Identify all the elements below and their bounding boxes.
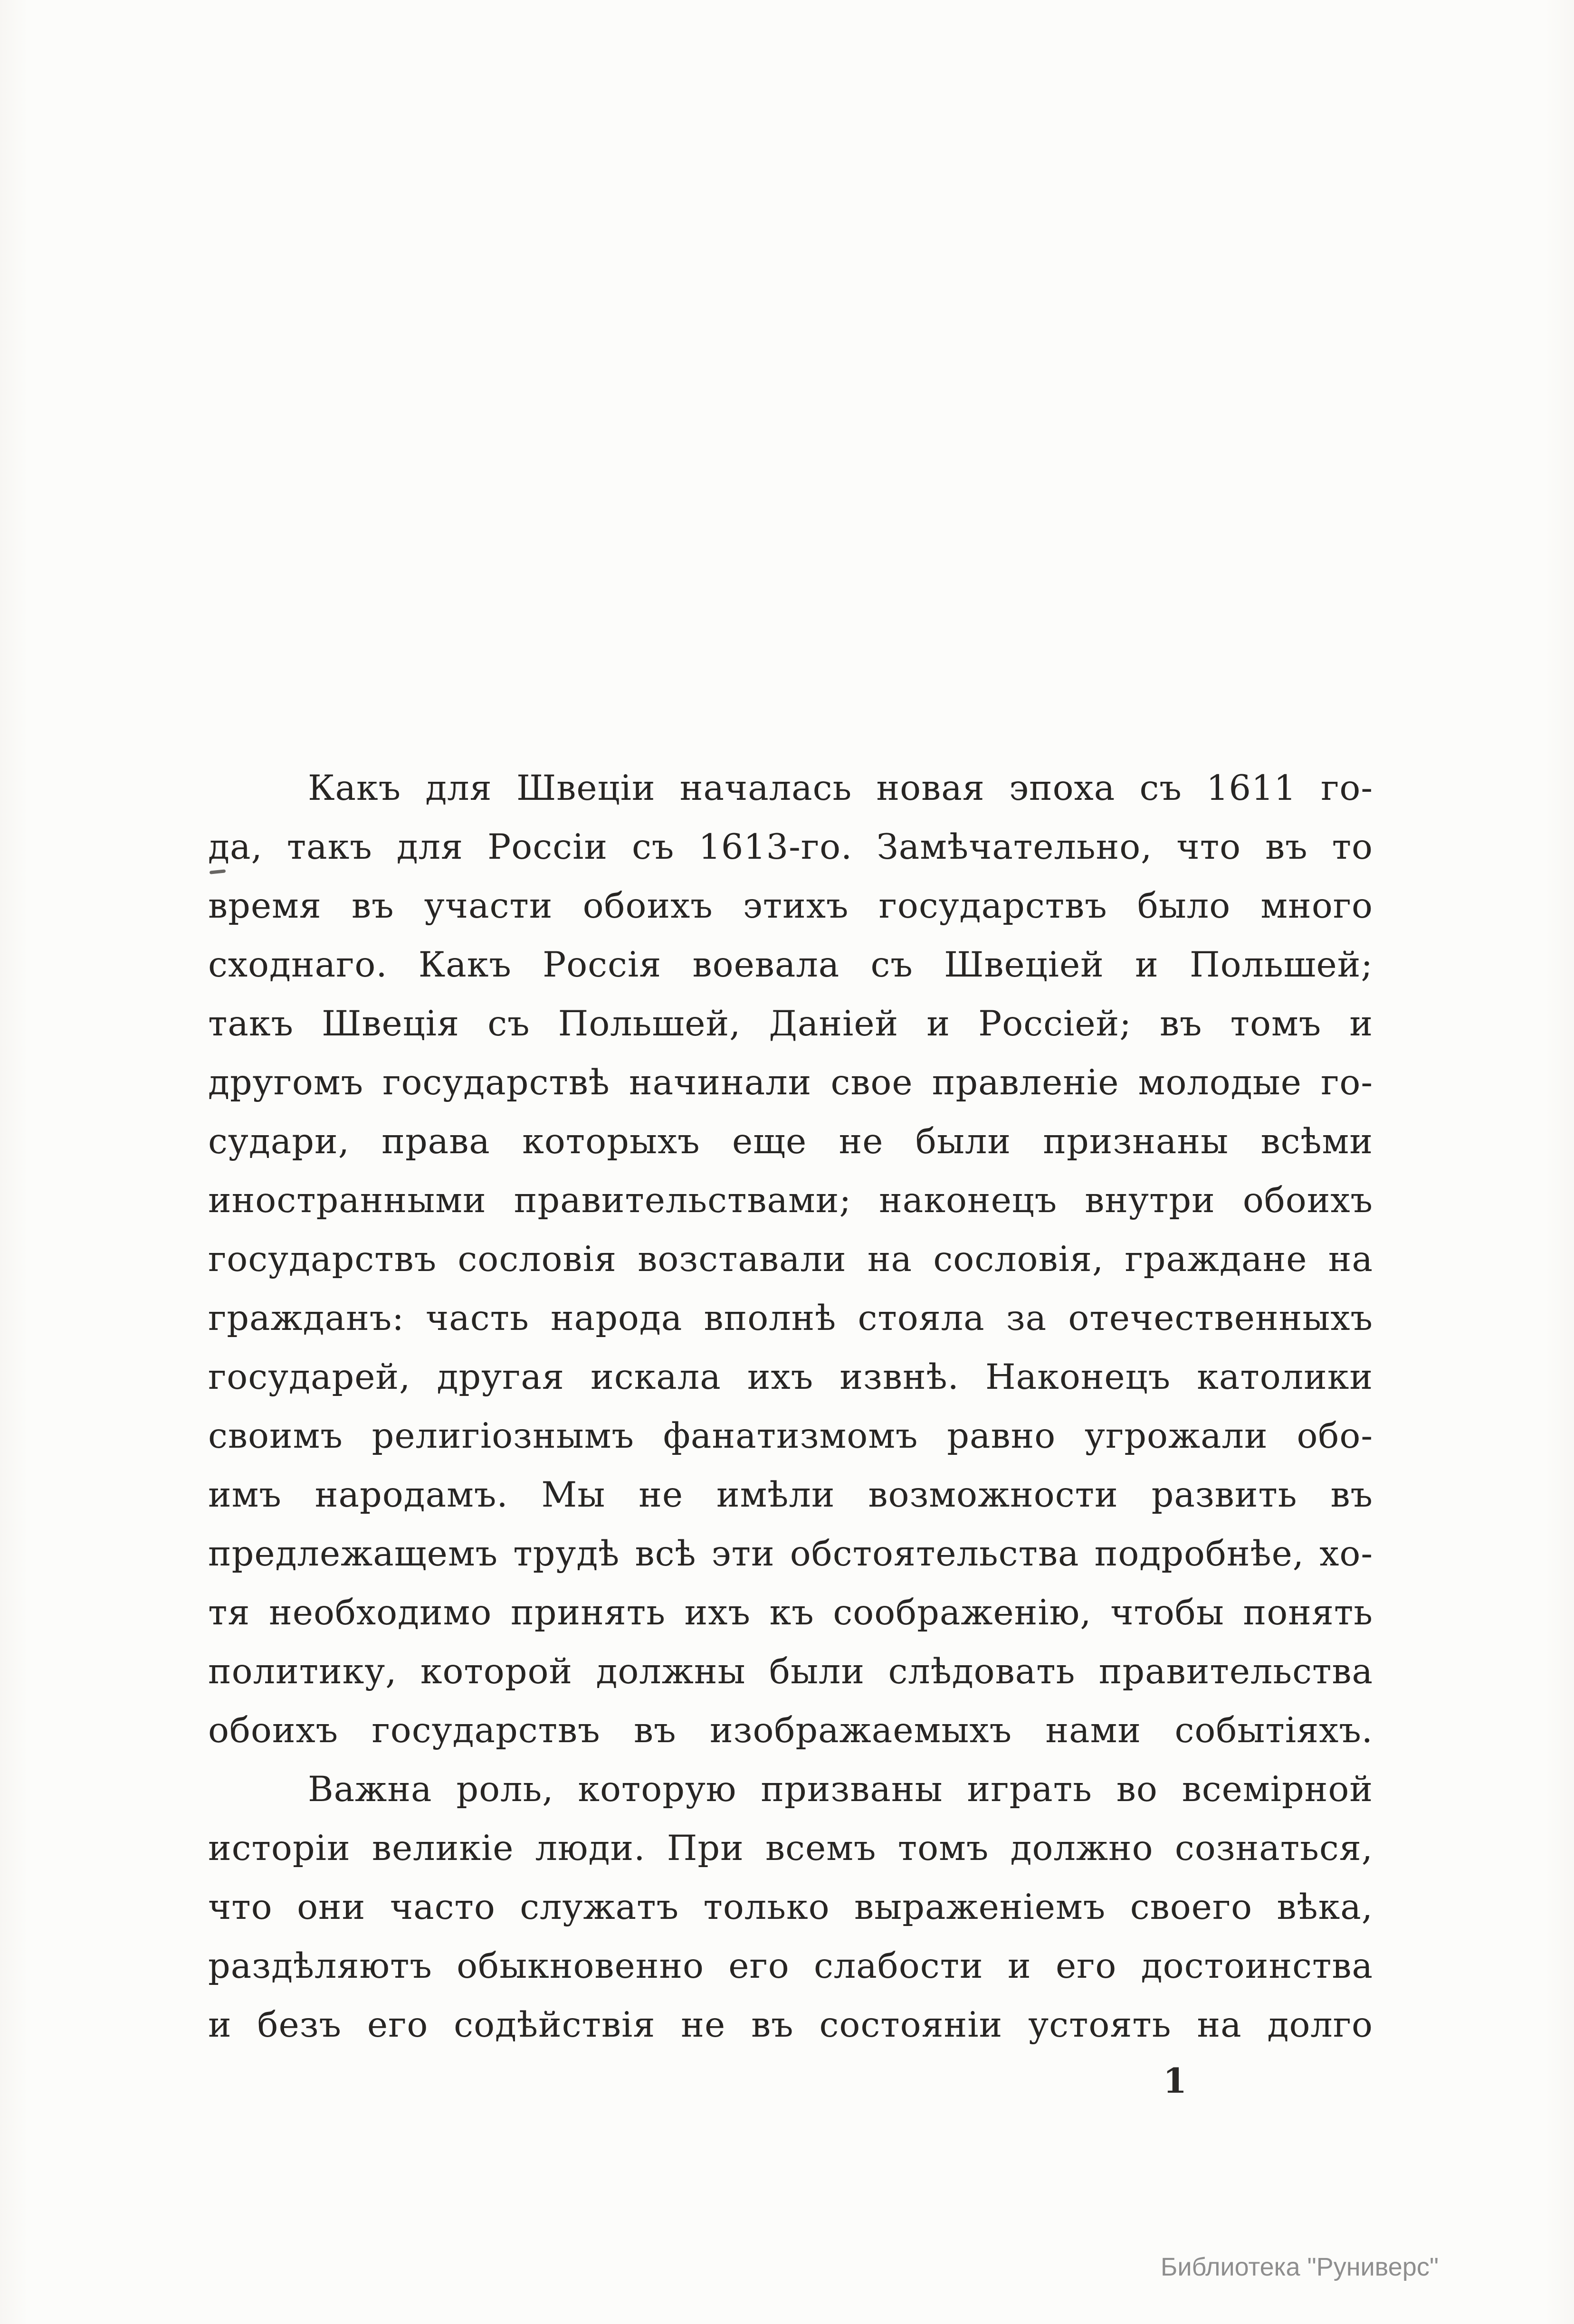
text-line: Какъ для Швеціи началась новая эпоха съ 1611 го- — [308, 768, 1373, 808]
text-line: раздѣляютъ обыкновенно его слабости и его достоинства — [208, 1946, 1373, 1986]
text-line: иностранными правительствами; наконецъ внутри обоихъ — [208, 1180, 1373, 1221]
text-line: другомъ государствѣ начинали свое правленіе молодые го- — [208, 1062, 1373, 1103]
text-line: что они часто служатъ только выраженіемъ своего вѣка, — [208, 1887, 1373, 1927]
text-line: время въ участи обоихъ этихъ государствъ было много — [208, 886, 1373, 926]
text-line: да, такъ для Россіи съ 1613-го. Замѣчательно, что въ то — [208, 827, 1373, 867]
text-line: судари, права которыхъ еще не были признаны всѣми — [208, 1121, 1373, 1162]
text-line: государствъ сословія возставали на сословія, граждане на — [208, 1239, 1373, 1280]
text-line: предлежащемъ трудѣ всѣ эти обстоятельства подробнѣе, хо- — [208, 1534, 1373, 1574]
text-line: такъ Швеція съ Польшей, Даніей и Россіей; въ томъ и — [208, 1004, 1373, 1044]
text-line: политику, которой должны были слѣдовать правительства — [208, 1651, 1373, 1692]
text-line: исторіи великіе люди. При всемъ томъ должно сознаться, — [208, 1828, 1373, 1869]
text-line: обоихъ государствъ въ изображаемыхъ нами событіяхъ. — [208, 1710, 1373, 1751]
text-line: тя необходимо принять ихъ къ соображенію, чтобы понять — [208, 1593, 1373, 1633]
text-line: сходнаго. Какъ Россія воевала съ Швеціей и Польшей; — [208, 945, 1373, 985]
text-line: и безъ его содѣйствія не въ состояніи устоять на долго — [208, 2005, 1373, 2045]
text-line: государей, другая искала ихъ извнѣ. Наконецъ католики — [208, 1357, 1373, 1397]
library-watermark: Библиотека "Руниверс" — [1160, 2253, 1439, 2281]
page-text-block — [208, 759, 1373, 2055]
text-line: гражданъ: часть народа вполнѣ стояла за отечественныхъ — [208, 1298, 1373, 1338]
paragraph-1 — [208, 759, 1373, 1760]
page-number: 1 — [1163, 2060, 1187, 2101]
paragraph-2 — [208, 1760, 1373, 2055]
text-line: своимъ религіознымъ фанатизмомъ равно угрожали обо- — [208, 1416, 1373, 1456]
text-line: Важна роль, которую призваны играть во всемірной — [308, 1769, 1373, 1810]
text-line: имъ народамъ. Мы не имѣли возможности развить въ — [208, 1475, 1373, 1515]
